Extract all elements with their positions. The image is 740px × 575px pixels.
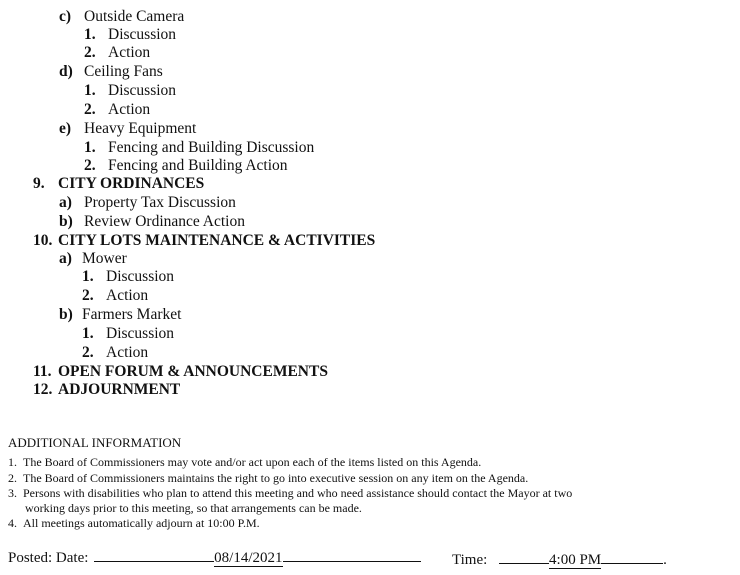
info-text: Persons with disabilities who plan to attend this meeting and who need assistance should contact the Mayor at two [23,486,573,500]
agenda-subitem [84,157,288,175]
item-label: 1. [84,26,96,43]
info-item [8,455,481,469]
item-label: a) [59,194,72,211]
agenda-item-d [59,63,163,81]
section-title: CITY ORDINANCES [58,175,205,192]
agenda-subitem [84,26,176,44]
item-label: c) [59,8,72,25]
posted-line [8,547,421,567]
agenda-subitem [84,82,176,100]
info-item [8,486,572,500]
time-end: . [663,552,667,568]
agenda-section-9 [33,175,204,193]
agenda-item [59,250,127,268]
agenda-section-11 [33,363,328,381]
item-label: a) [59,250,72,267]
section-title: OPEN FORUM & ANNOUNCEMENTS [58,363,328,380]
agenda-section-10 [33,232,375,250]
agenda-subitem [84,139,314,157]
item-text: Fencing and Building Action [108,157,288,174]
info-text: The Board of Commissioners may vote and/or act upon each of the items listed on this Agenda. [23,455,482,469]
info-text-continued: working days prior to this meeting, so that arrangements can be made. [25,501,362,515]
date-underline [94,547,214,562]
info-number: 4. [8,516,17,530]
item-text: Property Tax Discussion [84,194,236,211]
posted-time: 4:00 PM [549,552,602,568]
time-label: Time: [452,552,488,568]
item-text: Action [108,101,151,118]
agenda-subitem [84,44,150,62]
item-text: Review Ordinance Action [84,213,245,230]
item-text: Discussion [108,82,177,99]
posted-date: 08/14/2021 [214,550,283,566]
section-title: CITY LOTS MAINTENANCE & ACTIVITIES [58,232,376,249]
item-label: 1. [82,268,94,285]
date-underline [283,547,421,562]
posted-label: Posted: Date: [8,550,89,566]
item-label: 2. [84,44,96,61]
info-item [8,516,260,530]
agenda-item [59,194,236,212]
item-text: Action [106,287,149,304]
agenda-item-c [59,8,184,26]
item-label: 2. [84,101,96,118]
section-number: 11. [33,363,52,380]
section-title: ADJOURNMENT [58,381,181,398]
info-number: 2. [8,471,17,485]
item-label: e) [59,120,72,137]
agenda-item-e [59,120,196,138]
item-text: Action [108,44,151,61]
agenda-subitem [84,101,150,119]
agenda-subitem [82,268,174,286]
section-number: 10. [33,232,53,249]
time-underline [499,549,549,564]
item-label: b) [59,306,73,323]
item-text: Action [106,344,149,361]
item-text: Discussion [106,268,175,285]
item-text: Ceiling Fans [84,63,163,80]
info-text: All meetings automatically adjourn at 10:00 P.M. [23,516,260,530]
item-label: d) [59,63,73,80]
agenda-item [59,306,181,324]
info-number: 1. [8,455,17,469]
item-label: 2. [82,287,94,304]
item-label: 2. [84,157,96,174]
info-number: 3. [8,486,17,500]
agenda-subitem [82,287,148,305]
info-text: The Board of Commissioners maintains the right to go into executive session on any item on the Agenda. [23,471,529,485]
item-text: Discussion [108,26,177,43]
item-text: Heavy Equipment [84,120,197,137]
info-item [8,471,528,485]
item-label: 1. [82,325,94,342]
section-number: 12. [33,381,53,398]
item-label: b) [59,213,73,230]
item-text: Discussion [106,325,175,342]
agenda-item [59,213,245,231]
item-label: 2. [82,344,94,361]
item-label: 1. [84,139,96,156]
section-number: 9. [33,175,45,192]
item-text: Fencing and Building Discussion [108,139,315,156]
agenda-subitem [82,344,148,362]
item-text: Outside Camera [84,8,185,25]
item-label: 1. [84,82,96,99]
agenda-section-12 [33,381,180,399]
agenda-subitem [82,325,174,343]
time-underline [601,549,663,564]
item-text: Farmers Market [82,306,182,323]
item-text: Mower [82,250,127,267]
additional-info-heading: ADDITIONAL INFORMATION [8,435,182,450]
time-line [452,549,667,569]
